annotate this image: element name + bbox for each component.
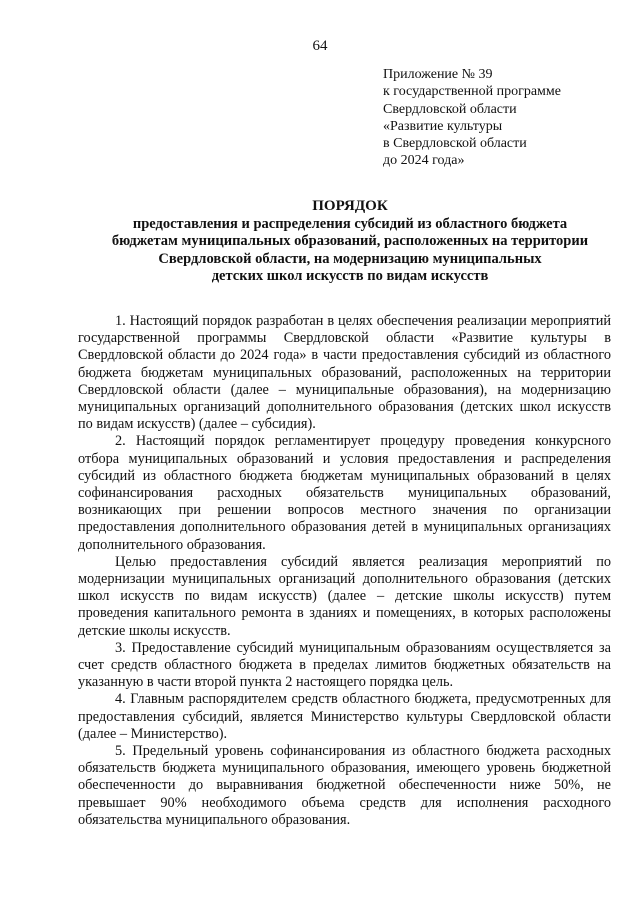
appendix-line: до 2024 года»	[383, 153, 465, 169]
title-main: ПОРЯДОК	[312, 198, 388, 214]
paragraph-2: 2. Настоящий порядок регламентирует процедуру проведения конкурсного отбора муниципальных образований и условия предоставления и распределения субсидий из областного бюджета бюджетам муниципальных образований в целях софинансирования расходных обязательств муниципальных образований, возникающих при решении вопросов местного значения по организации предоставления дополнительного образования детей в муниципальных организациях дополнительного образования.	[78, 433, 611, 553]
paragraph-4: 4. Главным распорядителем средств областного бюджета, предусмотренных для предоставления субсидий, является Министерство культуры Свердловской области (далее – Министерство).	[78, 691, 611, 742]
title-line: Свердловской области, на модернизацию муниципальных	[158, 250, 542, 267]
paragraph-5: 5. Предельный уровень софинансирования из областного бюджета расходных обязательств бюджета муниципального образования, имеющего уровень бюджетной обеспеченности до выравнивания бюджетной обеспеченности ниже 50%, не превышает 90% необходимого объема средств для исполнения расходного обязательства муниципального образования.	[78, 743, 611, 828]
appendix-line: к государственной программе	[383, 84, 561, 100]
title-line: детских школ искусств по видам искусств	[211, 268, 489, 285]
appendix-line: в Свердловской области	[383, 136, 527, 152]
paragraph-2-goal: Целью предоставления субсидий является реализация мероприятий по модернизации муниципальных организаций дополнительного образования (детских школ искусств по видам искусств) (далее – детские школы искусств) путем проведения капитального ремонта в зданиях и помещениях, в которых расположены детские школы искусств.	[78, 553, 611, 639]
appendix-line: Свердловской области	[383, 101, 517, 117]
page-number: 64	[312, 38, 328, 54]
paragraph-1: 1. Настоящий порядок разработан в целях обеспечения реализации мероприятий государственной программы Свердловской области «Развитие культуры в Свердловской области до 2024 года» в части предоставления субсидий из областного бюджета бюджетам муниципальных образований, расположенных на территории Свердловской области (далее – муниципальные образования), на модернизацию муниципальных организаций дополнительного образования (детских школ искусств по видам искусств) (далее – субсидия).	[78, 313, 611, 433]
appendix-line: Приложение № 39	[383, 67, 493, 82]
paragraph-3: 3. Предоставление субсидий муниципальным образованиям осуществляется за счет средств областного бюджета в пределах лимитов бюджетных обязательств на указанную в части второй пункта 2 настоящего порядка цель.	[78, 639, 611, 691]
document-title	[60, 198, 640, 286]
title-line: бюджетам муниципальных образований, расположенных на территории	[111, 233, 589, 250]
appendix-line: «Развитие культуры	[383, 118, 503, 134]
appendix-header	[383, 66, 561, 170]
document-body	[78, 313, 611, 829]
title-line: предоставления и распределения субсидий из областного бюджета	[132, 215, 568, 232]
